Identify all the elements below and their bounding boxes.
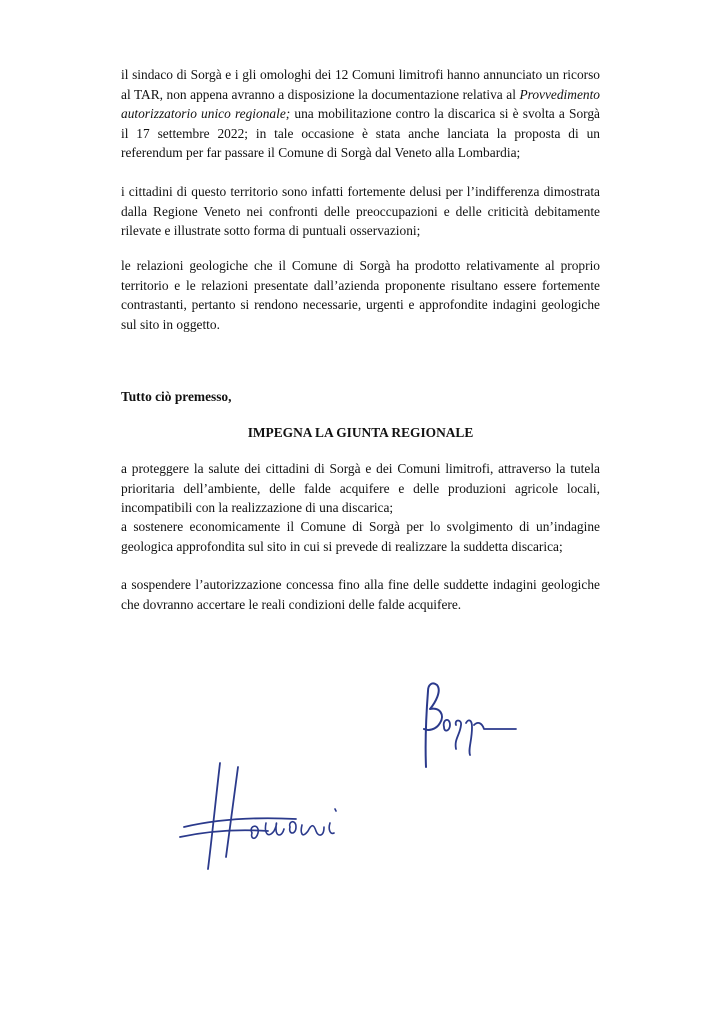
paragraph-tar-appeal <box>121 65 600 163</box>
emphasized-act-title: Provvedimento autorizzatorio unico regionale; <box>121 86 600 122</box>
commitment-fund-investigation: a sostenere economicamente il Comune di Sorgà per lo svolgimento di un’indagine geologica approfondita sul sito in cui si prevede di realizzare la suddetta discarica; <box>121 519 600 554</box>
premise-line: Tutto ciò premesso, <box>121 389 232 404</box>
paragraph-geological-reports: le relazioni geologiche che il Comune di Sorgà ha prodotto relativamente al proprio territorio e le relazioni presentate dall’azienda proponente risultano essere fortemente contrastanti, pertanto si rendono necessarie, urgenti e approfondite indagini geologiche sul sito in oggetto. <box>121 258 600 332</box>
paragraph-text: una mobilitazione contro la discarica si è svolta a Sorgà il 17 settembre 2022; in tale occasione è stata anche lanciata la proposta di un referendum per far passare il Comune di Sorgà dal Veneto alla Lombardia; <box>121 106 601 161</box>
signature-right <box>412 673 522 773</box>
commitment-suspend-authorization: a sospendere l’autorizzazione concessa fino alla fine delle suddette indagini geologiche che dovranno accertare le reali condizioni delle falde acquifere. <box>121 577 600 612</box>
commitment-heading: IMPEGNA LA GIUNTA REGIONALE <box>247 425 474 440</box>
commitment-protect-health: a proteggere la salute dei cittadini di Sorgà e dei Comuni limitrofi, attraverso la tutela prioritaria dell’ambiente, delle falde acquifere e delle produzioni agricole locali, incompatibili con la realizzazione di una discarica; <box>121 461 600 516</box>
paragraph-text: il sindaco di Sorgà e i gli omologhi dei 12 Comuni limitrofi hanno annunciato un ricorso al TAR, non appena avranno a disposizione la documentazione relativa al <box>121 67 600 102</box>
signature-left <box>178 757 363 872</box>
paragraph-citizens-disappointment: i cittadini di questo territorio sono infatti fortemente delusi per l’indifferenza dimostrata dalla Regione Veneto nei confronti delle preoccupazioni e delle criticità debitamente rilevate e illustrate sotto forma di puntuali osservazioni; <box>121 184 600 239</box>
